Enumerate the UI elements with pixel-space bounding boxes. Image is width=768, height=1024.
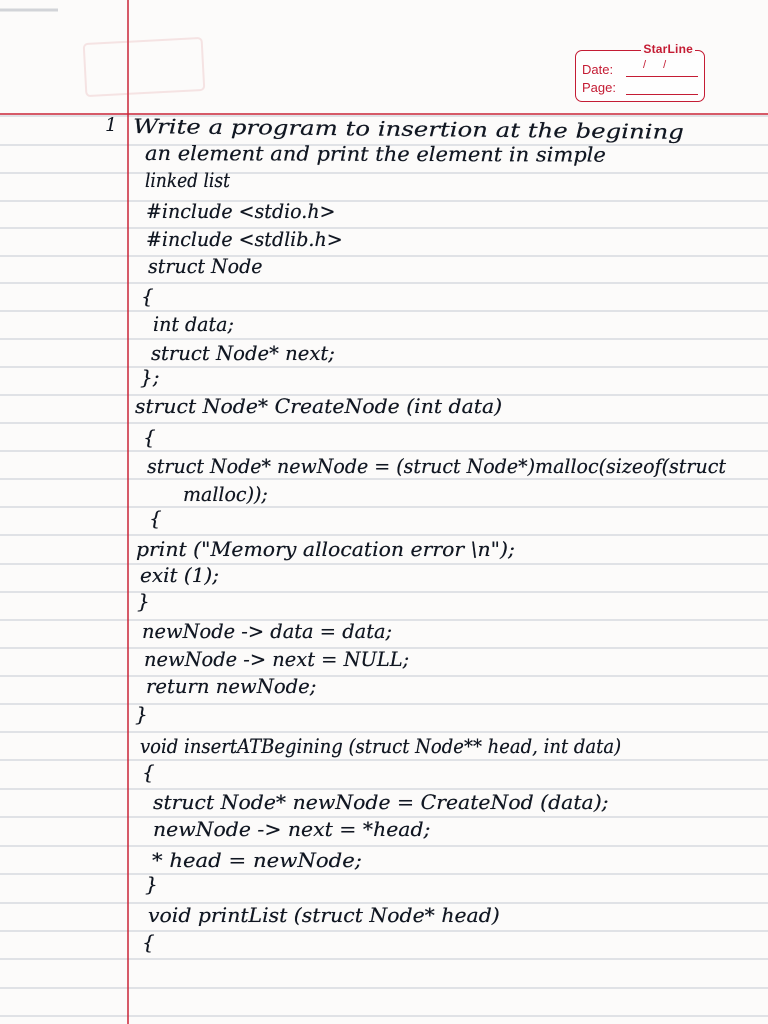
page-label: Page: — [582, 80, 616, 95]
code-struct-close: }; — [140, 365, 160, 389]
code-print-list-signature: void printList (struct Node* head) — [148, 903, 500, 927]
code-include-stdlib: #include <stdlib.h> — [146, 227, 343, 251]
code-struct-open-brace: { — [141, 284, 154, 308]
code-error-block-open: { — [149, 506, 162, 530]
code-assign-data: newNode -> data = data; — [142, 619, 393, 643]
code-struct-node: struct Node — [148, 254, 263, 278]
code-assign-next-null: newNode -> next = NULL; — [144, 647, 410, 671]
code-print-list-open: { — [142, 930, 155, 954]
code-insert-close: } — [145, 872, 158, 896]
code-malloc-line: struct Node* newNode = (struct Node*)malloc(sizeof(struct — [147, 454, 727, 478]
code-create-node-open: { — [143, 425, 156, 449]
code-insert-open: { — [142, 760, 155, 784]
date-label: Date: — [582, 62, 614, 77]
code-create-node-signature: struct Node* CreateNode (int data) — [135, 394, 503, 418]
question-line-1: Write a program to insertion at the begining — [133, 114, 685, 144]
question-line-2: an element and print the element in simple — [145, 141, 606, 167]
code-insert-set-head: * head = newNode; — [152, 848, 362, 872]
code-return-node: return newNode; — [146, 674, 317, 698]
starline-brand: StarLine — [643, 42, 693, 56]
code-print-error: print ("Memory allocation error \n"); — [136, 537, 515, 561]
code-insert-signature: void insertATBegining (struct Node** head, int data) — [140, 734, 622, 758]
code-next-pointer: struct Node* next; — [151, 341, 335, 365]
code-include-stdio: #include <stdio.h> — [146, 199, 336, 223]
question-line-3: linked list — [145, 168, 230, 192]
code-insert-link-head: newNode -> next = *head; — [153, 817, 431, 841]
date-value: / / — [643, 59, 674, 71]
question-number: 1 — [105, 114, 118, 136]
code-error-block-close: } — [137, 589, 150, 613]
code-int-data: int data; — [153, 312, 234, 336]
code-malloc-continuation: malloc)); — [183, 482, 268, 506]
code-exit: exit (1); — [140, 563, 219, 587]
code-create-node-close: } — [135, 702, 148, 726]
code-insert-create-node: struct Node* newNode = CreateNod (data); — [153, 790, 609, 814]
